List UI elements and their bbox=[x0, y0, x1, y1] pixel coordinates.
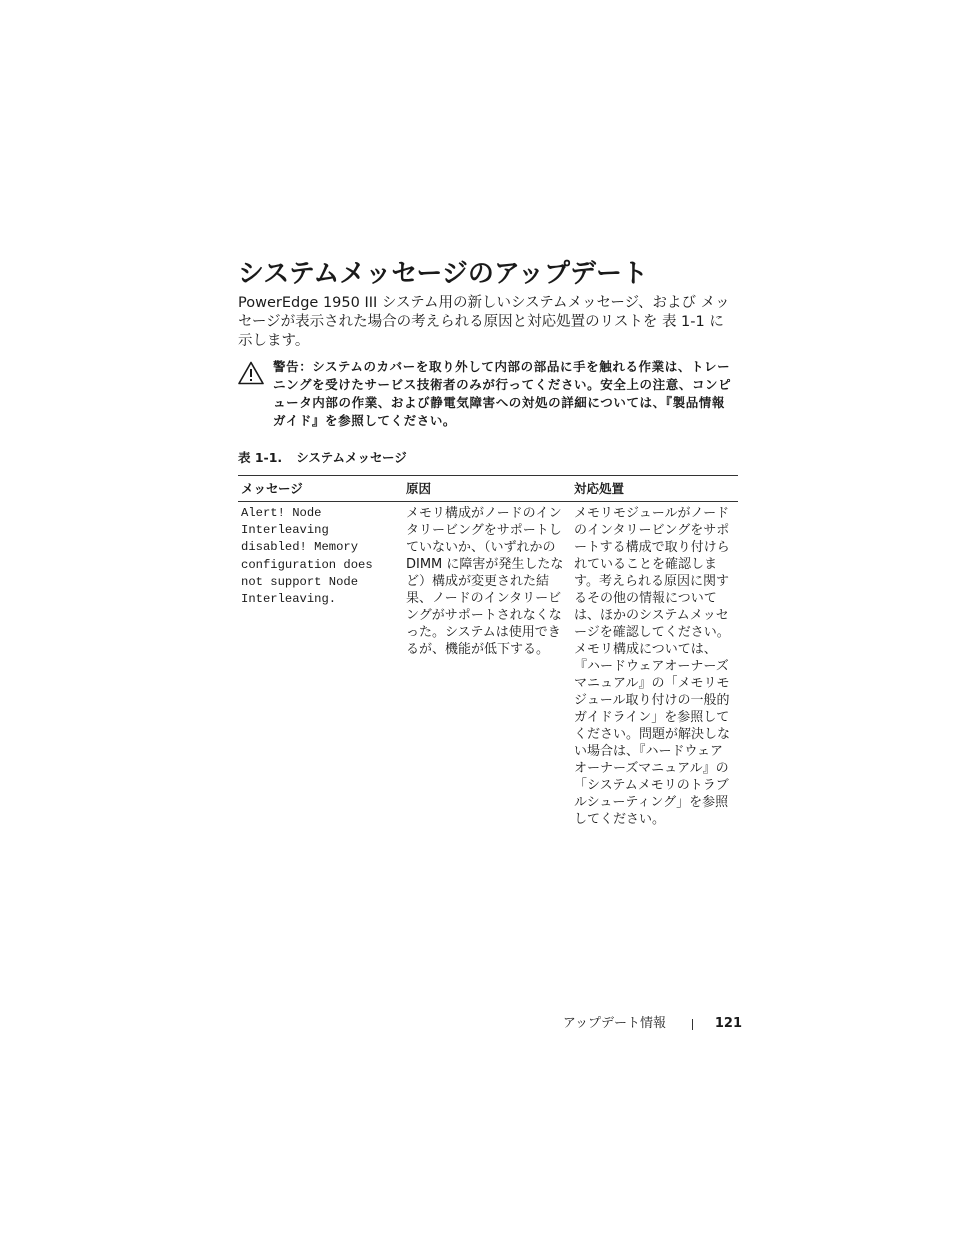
page-title: システムメッセージのアップデート bbox=[238, 259, 649, 289]
header-cause: 原因 bbox=[403, 476, 571, 502]
footer-section-title: アップデート情報 bbox=[562, 1016, 666, 1031]
warning-triangle-icon bbox=[238, 361, 264, 385]
page-footer bbox=[540, 1014, 742, 1034]
warning-notice bbox=[238, 358, 738, 430]
action-cell: メモリモジュールがノードのインタリービングをサポートする構成で取り付けられていることを確認します。考えられる原因に関するその他の情報については、ほかのシステムメッセージを確認してください。メモリ構成については、『ハードウェアオーナーズマニュアル』の「メモリモジュール取り付けの一般的ガイドライン」を参照してください。問題が解決しない場合は、『ハードウェアオーナーズマニュアル』の「システムメモリのトラブルシューティング」を参照してください。 bbox=[574, 506, 731, 827]
table-row bbox=[238, 502, 738, 829]
cause-cell: メモリ構成がノードのインタリービングをサポートしていないか、（いずれかの DIMM に障害が発生したなど）構成が変更された結果、ノードのインタリービングがサポートされなくなった。システムは使用できるが、機能が低下する。 bbox=[406, 506, 564, 657]
intro-paragraph: PowerEdge 1950 III システム用の新しいシステムメッセージ、および メッセージが表示された場合の考えられる原因と対応処置のリストを 表 1-1 に示します。 bbox=[238, 295, 730, 349]
table-caption bbox=[238, 450, 407, 466]
header-action: 対応処置 bbox=[571, 476, 738, 502]
table-header-row bbox=[238, 476, 738, 502]
warning-text: 警告：システムのカバーを取り外して内部の部品に手を触れる作業は、トレーニングを受けたサービス技術者のみが行ってください。安全上の注意、コンピュータ内部の作業、および静電気障害への対処の詳細については、『製品情報ガイド』を参照してください。 bbox=[273, 359, 732, 428]
table-caption-title: システムメッセージ bbox=[296, 450, 407, 465]
page-number: 121 bbox=[714, 1016, 742, 1031]
system-message-table bbox=[238, 475, 738, 828]
table-caption-number: 表 1-1. bbox=[238, 450, 283, 465]
message-cell: Alert! Node Interleaving disabled! Memory configuration does not support Node Interleaving. bbox=[241, 506, 373, 607]
header-message: メッセージ bbox=[238, 476, 403, 502]
footer-divider bbox=[692, 1019, 693, 1030]
